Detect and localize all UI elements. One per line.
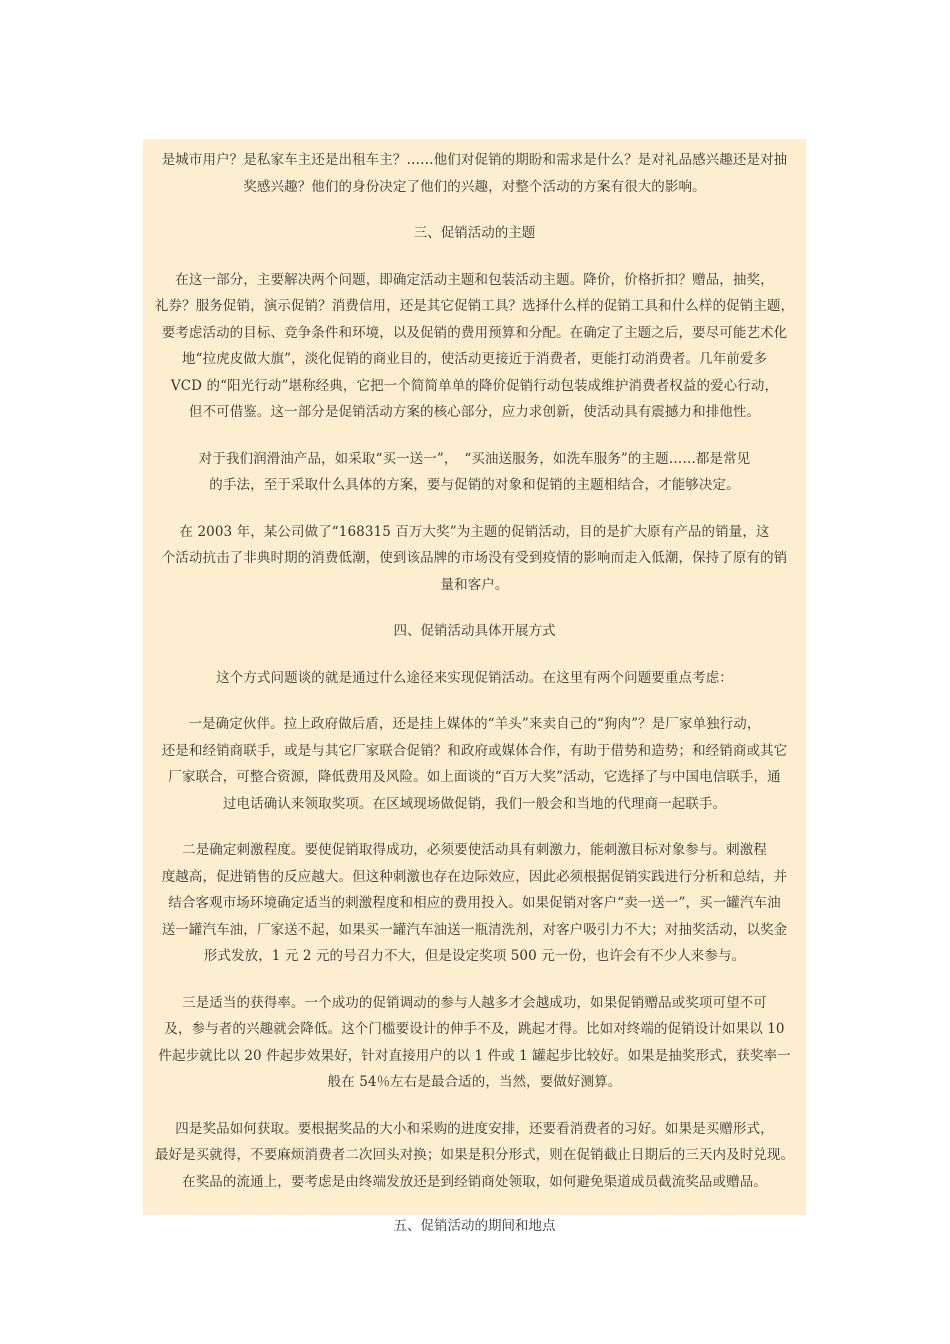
section-heading-5: 五、促销活动的期间和地点 — [393, 1218, 556, 1234]
section-heading-3: 三、促销活动的主题 — [413, 225, 536, 241]
text-line: 件起步就比以 20 件起步效果好，针对直接用户的以 1 件或 1 罐起步比较好。如果是抽奖形式，获奖率一 — [158, 1047, 791, 1064]
section-heading-4: 四、促销活动具体开展方式 — [393, 623, 556, 639]
text-line: 这个方式问题谈的就是通过什么途径来实现促销活动。在这里有两个问题要重点考虑： — [216, 669, 733, 686]
text-line: 过电话确认来领取奖项。在区域现场做促销，我们一般会和当地的代理商一起联手。 — [222, 795, 727, 812]
text-line: 的手法，至于采取什么具体的方案，要与促销的对象和促销的主题相结合，才能够决定。 — [209, 477, 740, 493]
text-line: 一是确定伙伴。拉上政府做后盾，还是挂上媒体的“羊头”来卖自己的“狗肉”？是厂家单独行动， — [188, 716, 761, 732]
text-line: 在 2003 年，某公司做了“168315 百万大奖”为主题的促销活动，目的是扩大原有产品的销量，这 — [179, 523, 770, 540]
text-line: 般在 54％左右是最合适的，当然，要做好测算。 — [327, 1074, 622, 1090]
text-line: 结合客观市场环境确定适当的刺激程度和相应的费用投入。如果促销对客户“卖一送一”，买一罐汽车油 — [168, 895, 781, 911]
text-line: 是城市用户？是私家车主还是出租车主？……他们对促销的期盼和需求是什么？是对礼品感兴趣还是对抽 — [161, 152, 788, 168]
text-line: 送一罐汽车油，厂家送不起，如果买一罐汽车油送一瓶清洗剂，对客户吸引力不大；对抽奖活动，以奖金 — [161, 921, 788, 938]
text-line: 厂家联合，可整合资源，降低费用及风险。如上面谈的“百万大奖”活动，它选择了与中国电信联手，通 — [168, 769, 781, 785]
text-line: 在这一部分，主要解决两个问题，即确定活动主题和包装活动主题。降价，价格折扣？赠品，抽奖， — [175, 271, 774, 288]
text-line: 及，参与者的兴趣就会降低。这个门槛要设计的伸手不及，跳起才得。比如对终端的促销设计如果以 10 — [164, 1021, 785, 1037]
text-line: 奖感兴趣？他们的身份决定了他们的兴趣，对整个活动的方案有很大的影响。 — [243, 178, 706, 195]
text-line: 地“拉虎皮做大旗”，淡化促销的商业目的，使活动更接近于消费者，更能打动消费者。几年前爱多 — [181, 351, 768, 367]
text-line: 但不可借鉴。这一部分是促销活动方案的核心部分，应力求创新，使活动具有震撼力和排他性。 — [188, 404, 761, 420]
text-line: 个活动抗击了非典时期的消费低潮，使到该品牌的市场没有受到疫情的影响而走入低潮，保持了原有的销 — [161, 550, 788, 566]
text-line: 最好是买就得，不要麻烦消费者二次回头对换；如果是积分形式，则在促销截止日期后的三天内及时兑现。 — [154, 1147, 795, 1163]
text-line: 量和客户。 — [440, 576, 509, 593]
text-line: 礼券？服务促销，演示促销？消费信用，还是其它促销工具？选择什么样的促销工具和什么样的促销主题， — [154, 298, 795, 314]
text-line: 对于我们润滑油产品，如采取“买一送一”， “买油送服务，如洗车服务”的主题……都是常见 — [198, 450, 751, 467]
text-line: 三是适当的获得率。一个成功的促销调动的参与人越多才会越成功，如果促销赠品或奖项可望不可 — [182, 994, 767, 1011]
text-line: 形式发放，1 元 2 元的号召力不大，但是设定奖项 500 元一份，也许会有不少人来参与。 — [203, 948, 746, 964]
text-line: 四是奖品如何获取。要根据奖品的大小和采购的进度安排，还要看消费者的习好。如果是买赠形式， — [175, 1120, 774, 1137]
text-line: 要考虑活动的目标、竞争条件和环境，以及促销的费用预算和分配。在确定了主题之后，要尽可能艺术化 — [161, 324, 788, 341]
text-line: VCD 的“阳光行动”堪称经典，它把一个简简单单的降价促销行动包装成维护消费者权益的爱心行动， — [170, 377, 779, 394]
document-page — [143, 139, 806, 1234]
text-line: 二是确定刺激程度。要使促销取得成功，必须要使活动具有刺激力，能刺激目标对象参与。刺激程 — [182, 842, 767, 858]
text-line: 度越高，促进销售的反应越大。但这种刺激也存在边际效应，因此必须根据促销实践进行分析和总结，并 — [161, 868, 788, 885]
text-line: 在奖品的流通上，要考虑是由终端发放还是到经销商处领取，如何避免渠道成员截流奖品或赠品。 — [182, 1173, 767, 1190]
text-line: 还是和经销商联手，或是与其它厂家联合促销？和政府或媒体合作，有助于借势和造势；和经销商或其它 — [161, 742, 788, 759]
